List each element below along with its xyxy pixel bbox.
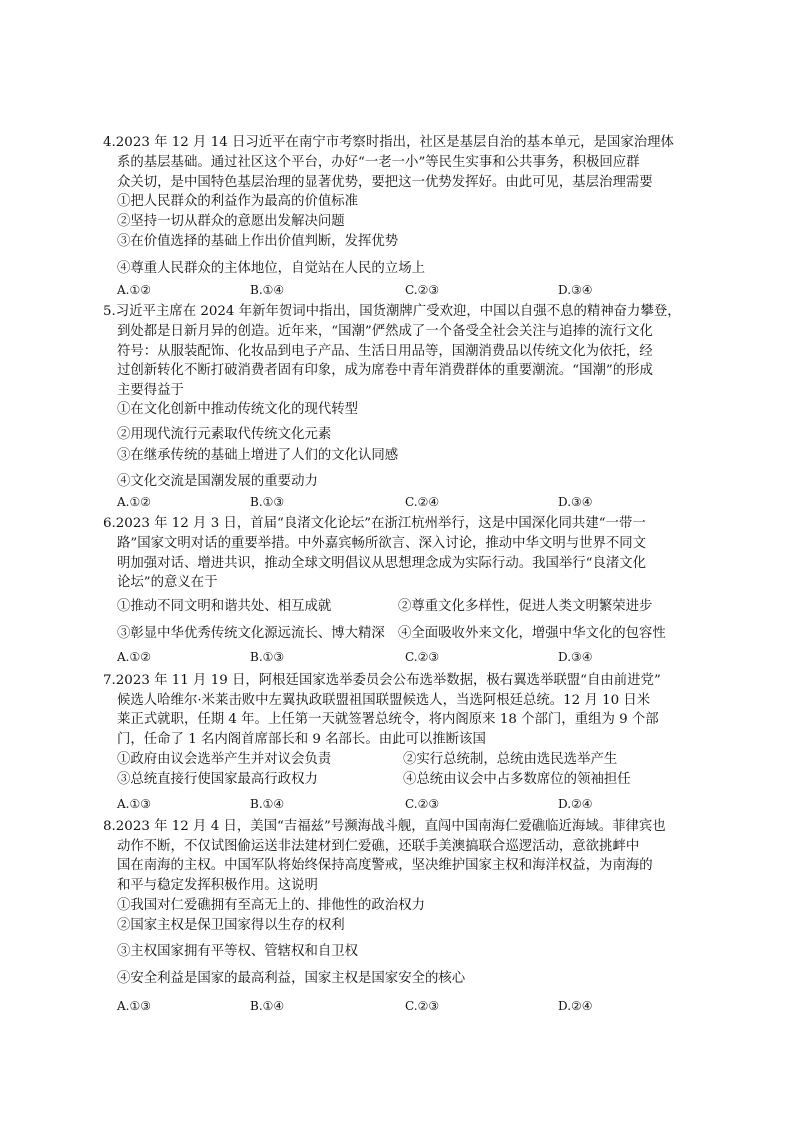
q8-stem-line-2: 动作不断，不仅试图偷运送非法建材到仁爱礁，还联手美澳搞联合巡逻活动，意欲挑衅中 — [117, 839, 640, 854]
q5-stem-line-4: 过创新转化不断打破消费者固有印象，成为席卷中青年消费群体的重要潮流。“国潮”的形成 — [117, 363, 653, 378]
q4-stem-line-1: 4.2023 年 12 月 14 日习近平在南宁市考察时指出，社区是基层自治的基本单元，是国家治理体 — [103, 135, 674, 150]
q7-stem-line-2: 候选人哈维尔·米莱击败中左翼执政联盟祖国联盟候选人，当选阿根廷总统。12 月 10 日米 — [117, 693, 651, 708]
q8-option-c[interactable]: C.②③ — [405, 999, 440, 1013]
q5-item-3: ③在继承传统的基础上增进了人们的文化认同感 — [117, 448, 399, 463]
q6-item-2: ②尊重文化多样性，促进人类文明繁荣进步 — [398, 599, 653, 614]
q6-item-1: ①推动不同文明和谐共处、相互成就 — [117, 599, 332, 614]
q6-stem-line-4: 论坛”的意义在于 — [117, 575, 218, 590]
q4-stem-line-3: 众关切，是中国特色基层治理的显著优势，要把这一优势发挥好。由此可见，基层治理需要 — [117, 175, 653, 190]
q7-item-4: ④总统由议会中占多数席位的领袖担任 — [403, 772, 631, 787]
q7-option-b[interactable]: B.①④ — [250, 797, 285, 811]
q7-stem-line-3: 莱正式就职，任期 4 年。上任第一天就签署总统令，将内阁原来 18 个部门，重组为 9 个部 — [117, 712, 659, 727]
q5-stem-line-5: 主要得益于 — [117, 383, 184, 398]
q8-stem-line-1: 8.2023 年 12 月 4 日，美国“吉福兹”号濒海战斗舰，直闯中国南海仁爱礁临近海域。菲律宾也 — [103, 819, 666, 834]
q6-option-a[interactable]: A.①② — [117, 650, 151, 664]
q8-option-b[interactable]: B.①④ — [250, 999, 285, 1013]
q7-item-1: ①政府由议会选举产生并对议会负责 — [117, 752, 332, 767]
q5-stem-line-1: 5.习近平主席在 2024 年新年贺词中指出，国货潮牌广受欢迎，中国以自强不息的精神奋力攀登， — [103, 304, 681, 319]
q6-stem-line-2: 路”国家文明对话的重要举措。中外嘉宾畅所欲言、深入讨论，推动中华文明与世界不同文 — [117, 536, 647, 551]
q4-option-d[interactable]: D.③④ — [558, 283, 593, 297]
q4-option-b[interactable]: B.①④ — [250, 283, 285, 297]
q7-option-a[interactable]: A.①③ — [117, 797, 151, 811]
q6-option-b[interactable]: B.①③ — [250, 650, 285, 664]
q7-option-d[interactable]: D.②④ — [558, 797, 593, 811]
q8-stem-line-3: 国在南海的主权。中国军队将始终保持高度警戒，坚决维护国家主权和海洋权益，为南海的 — [117, 858, 653, 873]
q5-stem-line-3: 符号：从服装配饰、化妆品到电子产品、生活日用品等，国潮消费品以传统文化为依托，经 — [117, 344, 653, 359]
q5-option-a[interactable]: A.①② — [117, 495, 151, 509]
q7-item-3: ③总统直接行使国家最高行政权力 — [117, 772, 318, 787]
q5-item-1: ①在文化创新中推动传统文化的现代转型 — [117, 402, 359, 417]
q7-stem-line-4: 门，任命了 1 名内阁首席部长和 9 名部长。由此可以推断该国 — [117, 732, 486, 747]
q6-stem-line-1: 6.2023 年 12 月 3 日，首届“良渚文化论坛”在浙江杭州举行，这是中国深化同共建“一带一 — [103, 516, 646, 531]
q6-stem-line-3: 明加强对话、增进共识，推动全球文明倡议从思想理念成为实际行动。我国举行“良渚文化 — [117, 556, 647, 571]
q4-item-4: ④尊重人民群众的主体地位，自觉站在人民的立场上 — [117, 261, 425, 276]
q5-option-c[interactable]: C.②④ — [405, 495, 440, 509]
q5-option-b[interactable]: B.①③ — [250, 495, 285, 509]
q8-stem-line-4: 和平与稳定发挥积极作用。这说明 — [117, 878, 318, 893]
q8-item-1: ①我国对仁爱礁拥有至高无上的、排他性的政治权力 — [117, 898, 425, 913]
q6-item-3: ③彰显中华优秀传统文化源远流长、博大精深 — [117, 626, 385, 641]
q5-item-4: ④文化交流是国潮发展的重要动力 — [117, 474, 318, 489]
q7-item-2: ②实行总统制，总统由选民选举产生 — [403, 752, 618, 767]
q8-item-3: ③主权国家拥有平等权、管辖权和自卫权 — [117, 944, 359, 959]
q4-item-1: ①把人民群众的利益作为最高的价值标准 — [117, 194, 359, 209]
q8-item-4: ④安全利益是国家的最高利益，国家主权是国家安全的核心 — [117, 971, 466, 986]
q8-option-d[interactable]: D.②④ — [558, 999, 593, 1013]
q4-item-2: ②坚持一切从群众的意愿出发解决问题 — [117, 214, 345, 229]
q5-option-d[interactable]: D.③④ — [558, 495, 593, 509]
q4-option-c[interactable]: C.②③ — [405, 283, 440, 297]
q4-item-3: ③在价值选择的基础上作出价值判断，发挥优势 — [117, 234, 399, 249]
q8-option-a[interactable]: A.①③ — [117, 999, 151, 1013]
q5-item-2: ②用现代流行元素取代传统文化元素 — [117, 427, 332, 442]
q6-option-d[interactable]: D.③④ — [558, 650, 593, 664]
q7-option-c[interactable]: C.②③ — [405, 797, 440, 811]
q4-option-a[interactable]: A.①② — [117, 283, 151, 297]
q7-stem-line-1: 7.2023 年 11 月 19 日，阿根廷国家选举委员会公布选举数据，极右翼选举联盟“自由前进党” — [103, 673, 661, 688]
q5-stem-line-2: 到处都是日新月异的创造。近年来，“国潮”俨然成了一个备受全社会关注与追捧的流行文化 — [117, 324, 653, 339]
q6-item-4: ④全面吸收外来文化，增强中华文化的包容性 — [398, 626, 666, 641]
q4-stem-line-2: 系的基层基础。通过社区这个平台，办好“一老一小”等民生实事和公共事务，积极回应群 — [117, 155, 640, 170]
q8-item-2: ②国家主权是保卫国家得以生存的权利 — [117, 918, 345, 933]
q6-option-c[interactable]: C.②③ — [405, 650, 440, 664]
